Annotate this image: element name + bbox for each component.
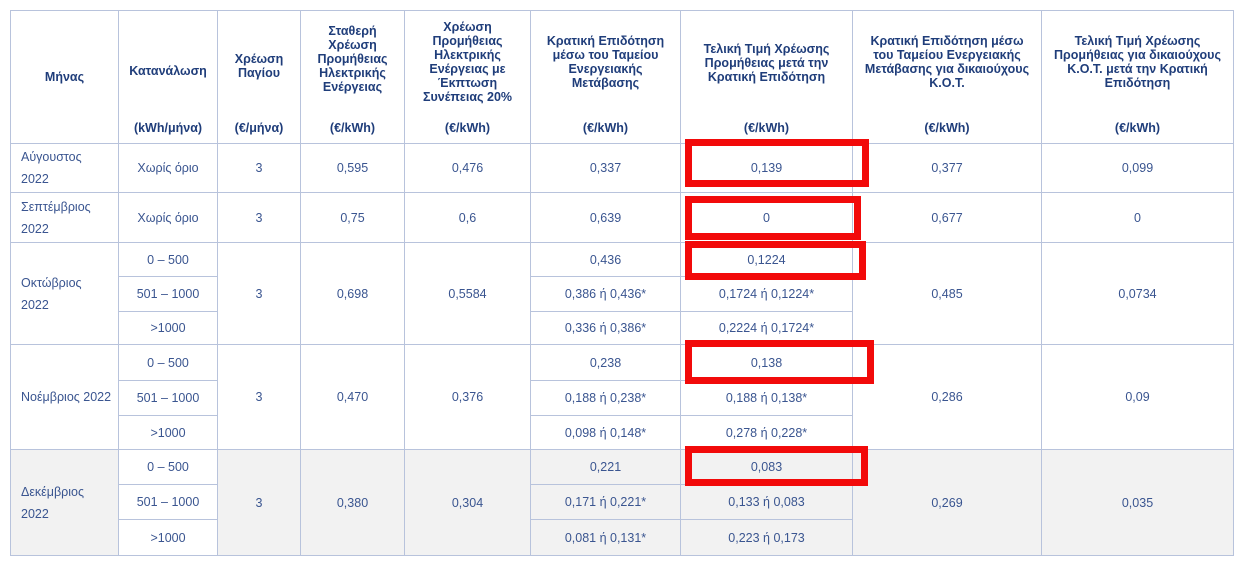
header-fixed-fee [218,11,301,144]
fee-cell: 3 [218,144,301,193]
discount-charge-cell: 0,6 [405,193,531,243]
table-row [11,243,1234,277]
subsidy-cell: 0,337 [531,144,681,193]
final-price-cell: 0,133 ή 0,083 [681,485,853,520]
subsidy-cell: 0,098 ή 0,148* [531,416,681,450]
kot-final-cell: 0,09 [1042,345,1234,450]
header-label: Κατανάλωση [129,63,207,78]
discount-charge-cell: 0,476 [405,144,531,193]
header-unit: (€/kWh) [582,120,629,135]
header-kot-final-price [1042,11,1234,144]
kot-final-cell: 0,0734 [1042,243,1234,345]
final-price-cell: 0,1724 ή 0,1224* [681,277,853,312]
price-table-wrapper [10,10,1233,557]
header-month [11,11,119,144]
fee-cell: 3 [218,243,301,345]
discount-charge-cell: 0,304 [405,450,531,556]
subsidy-cell: 0,386 ή 0,436* [531,277,681,312]
header-unit: (€/kWh) [1114,120,1161,135]
header-unit: (€/μήνα) [234,120,284,135]
final-price-cell: 0,278 ή 0,228* [681,416,853,450]
month-cell: Νοέμβριος 2022 [11,345,119,450]
header-label: Χρέωση Προμήθειας Ηλεκτρικής Ενέργειας με Έκπτωση Συνέπειας 20% [422,19,513,104]
fixed-charge-cell: 0,595 [301,144,405,193]
kot-subsidy-cell: 0,377 [853,144,1042,193]
fixed-charge-cell: 0,470 [301,345,405,450]
consumption-cell: >1000 [119,520,218,556]
consumption-cell: Χωρίς όριο [119,144,218,193]
header-consumption [119,11,218,144]
subsidy-cell: 0,238 [531,345,681,381]
consumption-cell: Χωρίς όριο [119,193,218,243]
kot-subsidy-cell: 0,269 [853,450,1042,556]
price-table [10,10,1234,556]
consumption-cell: 501 – 1000 [119,485,218,520]
header-unit: (kWh/μήνα) [133,120,203,135]
subsidy-cell: 0,188 ή 0,238* [531,381,681,416]
subsidy-cell: 0,221 [531,450,681,485]
discount-charge-cell: 0,376 [405,345,531,450]
consumption-cell: 501 – 1000 [119,381,218,416]
header-unit: (€/kWh) [329,120,376,135]
subsidy-cell: 0,171 ή 0,221* [531,485,681,520]
kot-final-cell: 0,035 [1042,450,1234,556]
header-label: Χρέωση Παγίου [234,51,284,80]
consumption-cell: >1000 [119,416,218,450]
kot-final-cell: 0 [1042,193,1234,243]
header-kot-subsidy [853,11,1042,144]
header-unit: (€/kWh) [743,120,790,135]
fee-cell: 3 [218,345,301,450]
final-price-cell: 0,1224 [681,243,853,277]
header-discount-charge [405,11,531,144]
fee-cell: 3 [218,193,301,243]
fixed-charge-cell: 0,380 [301,450,405,556]
header-label: Τελική Τιμή Χρέωσης Προμήθειας μετά την Κρατική Επιδότηση [703,41,830,84]
table-row [11,345,1234,381]
table-row [11,450,1234,485]
subsidy-cell: 0,436 [531,243,681,277]
final-price-cell: 0,2224 ή 0,1724* [681,312,853,345]
consumption-cell: 0 – 500 [119,243,218,277]
month-cell: Οκτώβριος 2022 [11,243,119,345]
discount-charge-cell: 0,5584 [405,243,531,345]
fee-cell: 3 [218,450,301,556]
header-state-subsidy [531,11,681,144]
fixed-charge-cell: 0,698 [301,243,405,345]
table-row [11,144,1234,193]
kot-final-cell: 0,099 [1042,144,1234,193]
month-cell: Δεκέμβριος 2022 [11,450,119,556]
fixed-charge-cell: 0,75 [301,193,405,243]
header-row [11,11,1234,144]
header-label: Κρατική Επιδότηση μέσω του Ταμείου Ενεργειακής Μετάβασης για δικαιούχους Κ.Ο.Τ. [864,33,1030,90]
month-cell: Σεπτέμβριος 2022 [11,193,119,243]
final-price-cell: 0,188 ή 0,138* [681,381,853,416]
consumption-cell: >1000 [119,312,218,345]
final-price-cell: 0,223 ή 0,173 [681,520,853,556]
consumption-cell: 0 – 500 [119,450,218,485]
final-price-cell: 0,083 [681,450,853,485]
final-price-cell: 0,138 [681,345,853,381]
kot-subsidy-cell: 0,677 [853,193,1042,243]
final-price-cell: 0,139 [681,144,853,193]
subsidy-cell: 0,639 [531,193,681,243]
header-label: Τελική Τιμή Χρέωσης Προμήθειας για δικαιούχους Κ.Ο.Τ. μετά την Κρατική Επιδότηση [1054,33,1221,90]
final-price-cell: 0 [681,193,853,243]
table-row [11,193,1234,243]
header-unit: (€/kWh) [444,120,491,135]
subsidy-cell: 0,336 ή 0,386* [531,312,681,345]
header-final-price [681,11,853,144]
header-unit: (€/kWh) [924,120,970,135]
kot-subsidy-cell: 0,286 [853,345,1042,450]
kot-subsidy-cell: 0,485 [853,243,1042,345]
header-label: Κρατική Επιδότηση μέσω του Ταμείου Ενεργειακής Μετάβασης [546,33,665,90]
header-fixed-charge [301,11,405,144]
month-cell: Αύγουστος 2022 [11,144,119,193]
subsidy-cell: 0,081 ή 0,131* [531,520,681,556]
header-label: Σταθερή Χρέωση Προμήθειας Ηλεκτρικής Ενέργειας [317,23,388,94]
consumption-cell: 0 – 500 [119,345,218,381]
consumption-cell: 501 – 1000 [119,277,218,312]
header-label: Μήνας [44,70,85,84]
